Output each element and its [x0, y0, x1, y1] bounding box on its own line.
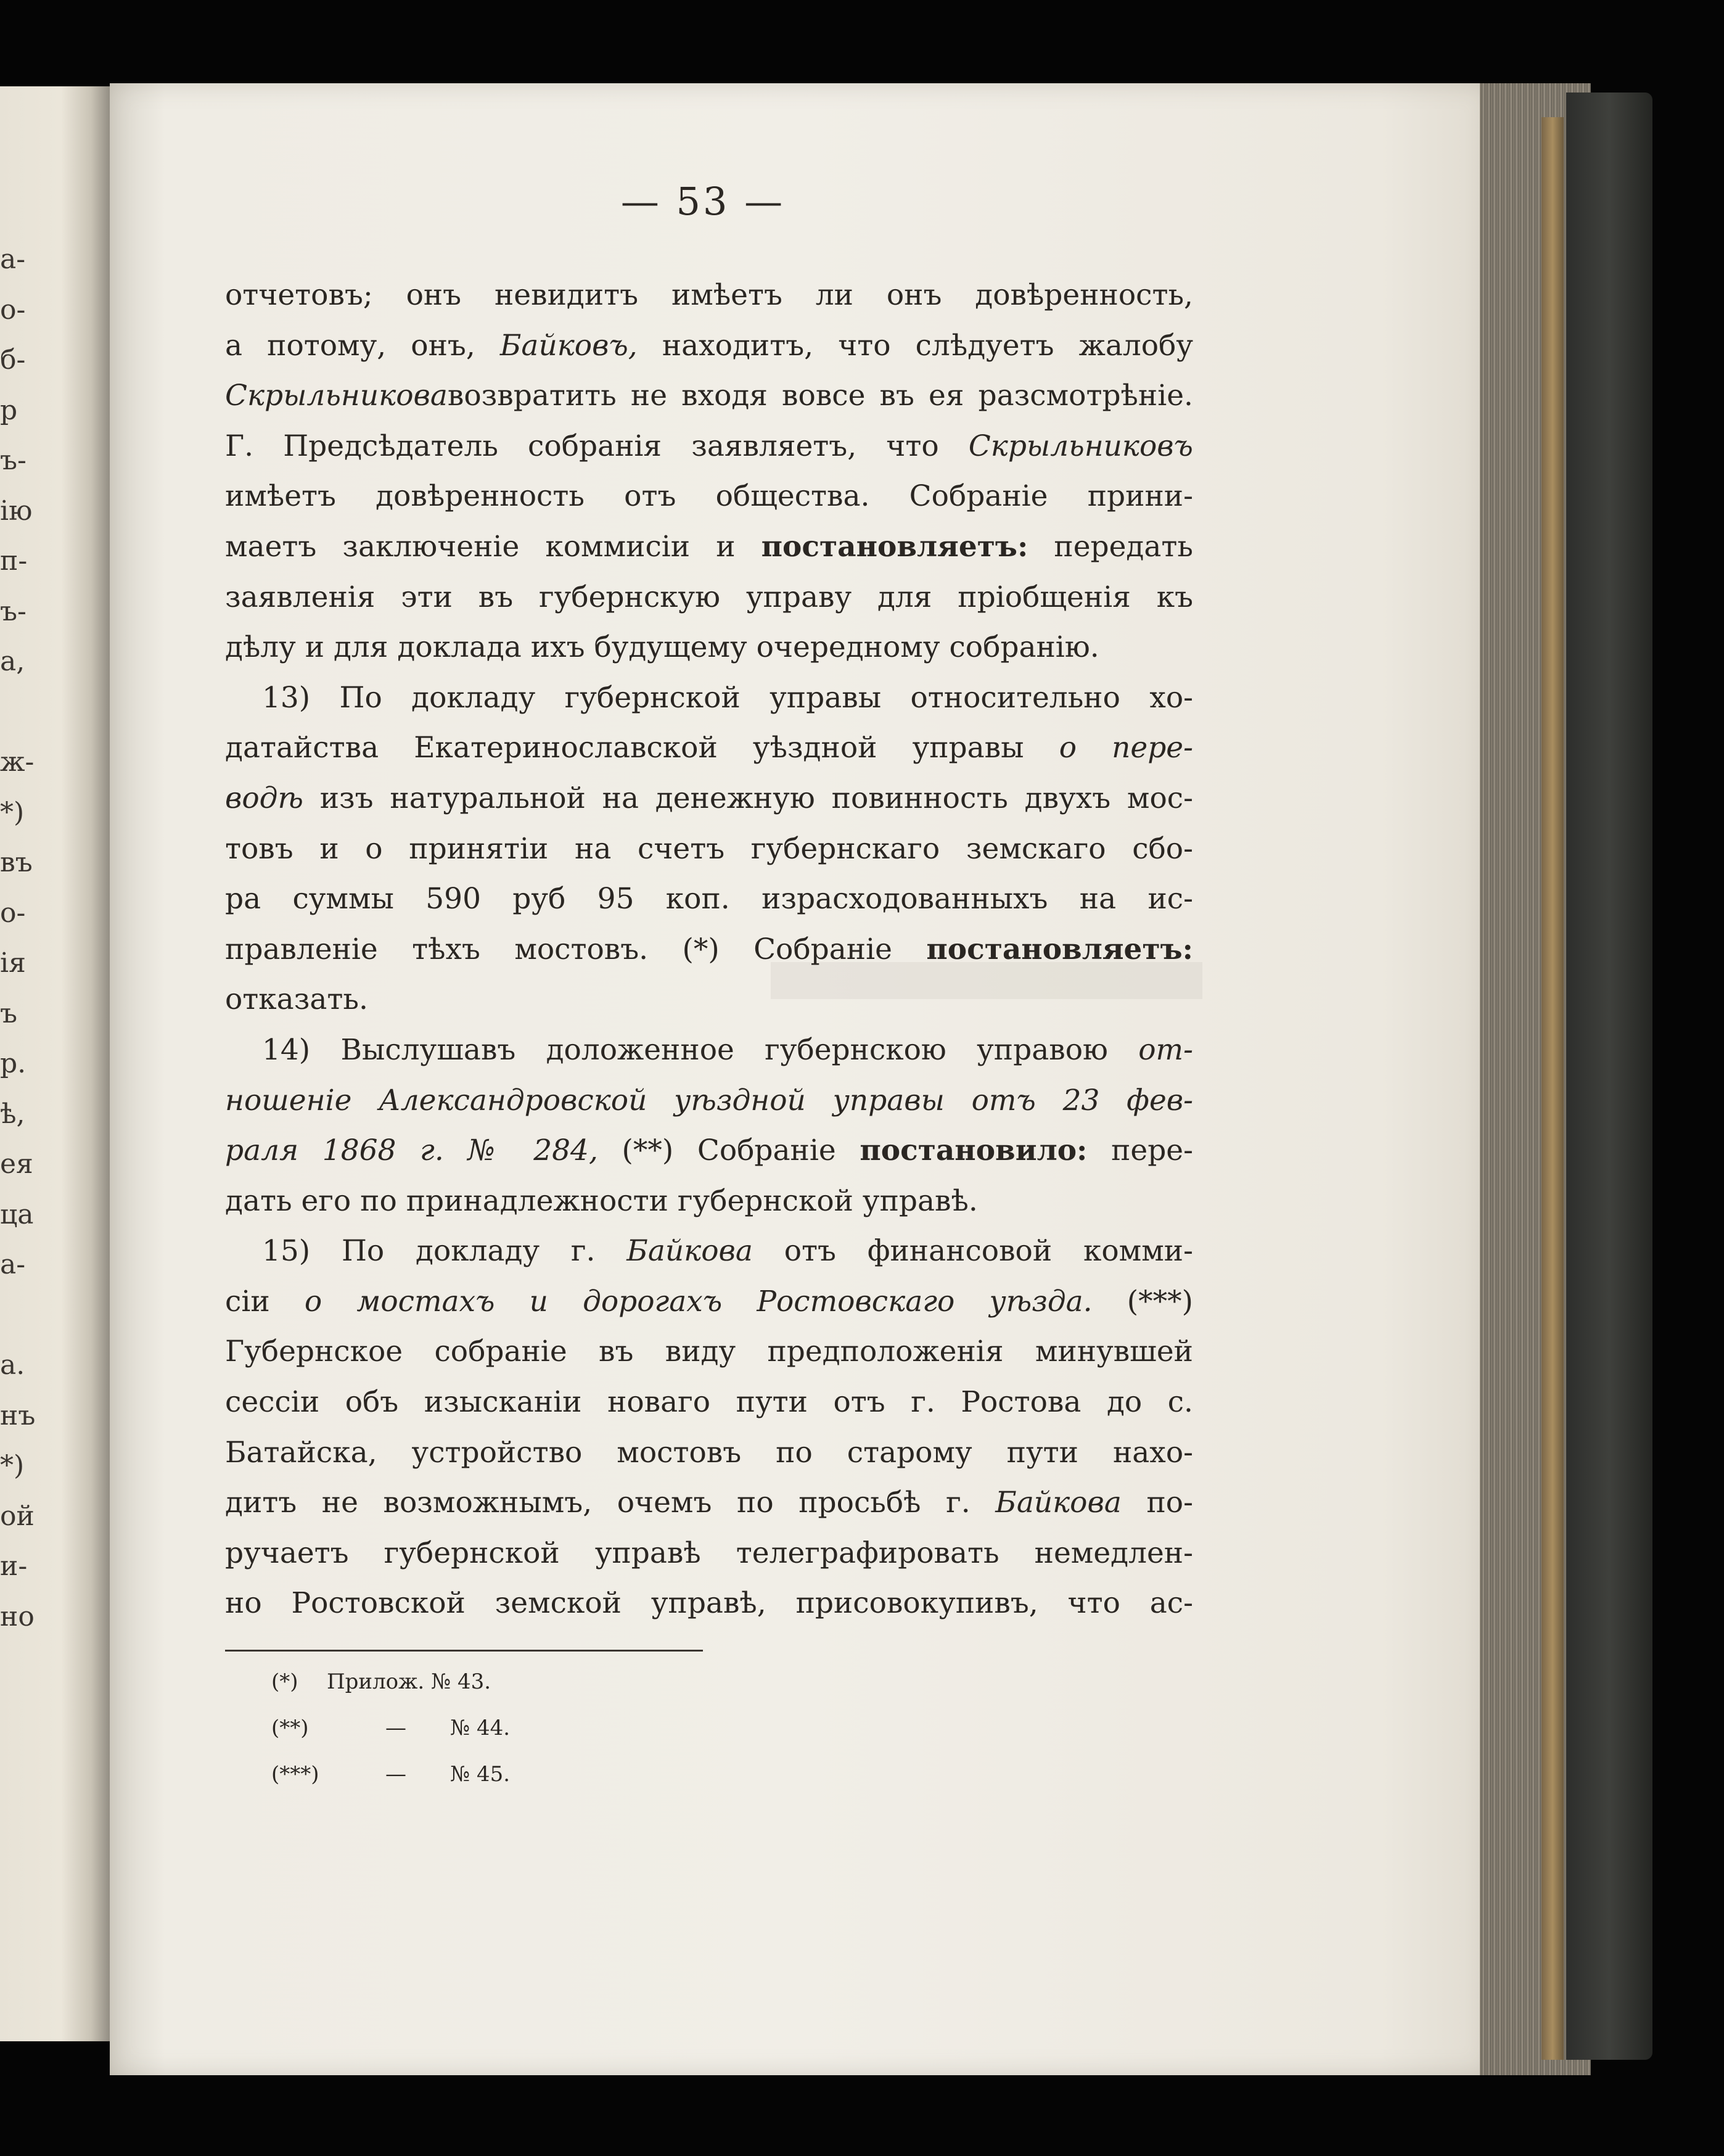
- text-line: [225, 270, 1193, 321]
- text-span: 13) По докладу губернской управы относительно хо-: [262, 680, 1193, 715]
- text-span: отчетовъ; онъ невидитъ имѣетъ ли онъ довѣренность,: [225, 278, 1193, 312]
- text-span: по-: [1146, 1486, 1193, 1520]
- text-span: передать: [1054, 529, 1193, 564]
- text-line: [225, 1528, 1193, 1579]
- text-line: [225, 1125, 1193, 1176]
- footnote-mark: (*): [271, 1669, 298, 1694]
- text-line: [225, 824, 1193, 874]
- footnote-dash: —: [385, 1762, 406, 1787]
- bold-resolution: постановляетъ:: [926, 932, 1193, 966]
- text-line: [225, 572, 1193, 623]
- footnote-mark: (***): [271, 1762, 319, 1787]
- text-span: изъ натуральной на денежную повинность двухъ мос-: [319, 781, 1193, 815]
- text-span: правленіе тѣхъ мостовъ. (*) Собраніе: [225, 932, 892, 966]
- text-line: [225, 1176, 1193, 1227]
- left-facing-page: [0, 86, 111, 2041]
- text-span: Губернское собраніе въ виду предположенія минувшей: [225, 1335, 1193, 1369]
- text-line: [225, 974, 1193, 1025]
- footnote-rule: [225, 1650, 703, 1652]
- text-span: имѣетъ довѣренность отъ общества. Собраніе прини-: [225, 479, 1193, 514]
- left-page-fragment: ца: [0, 1198, 34, 1230]
- left-page-fragment: б-: [0, 344, 26, 376]
- text-span: отказать.: [225, 982, 368, 1017]
- text-span: дать его по принадлежности губернской управѣ.: [225, 1183, 978, 1218]
- left-page-fragment: ъ-: [0, 445, 27, 476]
- text-line: [225, 1277, 1193, 1327]
- left-page-fragment: ія: [0, 947, 26, 979]
- left-page-fragment: а-: [0, 244, 26, 275]
- text-span: дѣлу и для доклада ихъ будущему очередному собранію.: [225, 630, 1099, 665]
- text-span: а потому, онъ,: [225, 328, 475, 363]
- left-page-fragment: п-: [0, 545, 28, 577]
- text-line: [225, 773, 1193, 824]
- footnote-mark: (**): [271, 1716, 309, 1740]
- text-span: 14) Выслушавъ доложенное губернскою управою: [262, 1032, 1108, 1067]
- page-number: — 53 —: [620, 179, 786, 224]
- text-span: пере-: [1111, 1134, 1193, 1168]
- text-span: заявленія эти въ губернскую управу для пріобщенія къ: [225, 580, 1193, 614]
- left-page-fragment: р.: [0, 1048, 27, 1079]
- italic-phrase: о мостахъ и дорогахъ Ростовскаго уѣзда.: [304, 1284, 1093, 1319]
- left-page-fragment: о-: [0, 294, 26, 326]
- left-page-fragment: о-: [0, 897, 26, 929]
- text-line: [225, 723, 1193, 773]
- italic-phrase: водѣ: [225, 781, 303, 815]
- italic-name: Скрыльникова: [225, 379, 448, 413]
- left-page-fragment: въ: [0, 847, 33, 878]
- footnote: [271, 1705, 765, 1751]
- text-span: дитъ не возможнымъ, очемъ по просьбѣ г.: [225, 1486, 971, 1520]
- bold-resolution: постановило:: [860, 1134, 1088, 1168]
- text-span: (***): [1127, 1284, 1193, 1319]
- text-span: ра суммы 590 руб 95 коп. израсходованныхъ на ис-: [225, 882, 1193, 916]
- footnote-ref: № 44.: [450, 1716, 511, 1740]
- text-line: [225, 1578, 1193, 1629]
- text-span: Батайска, устройство мостовъ по старому пути нахо-: [225, 1435, 1193, 1470]
- text-span: товъ и о принятіи на счетъ губернскаго земскаго сбо-: [225, 831, 1193, 866]
- left-page-fragment: а-: [0, 1249, 26, 1280]
- bold-resolution: постановляетъ:: [761, 529, 1028, 564]
- footnote: [271, 1659, 765, 1705]
- text-line: [225, 1076, 1193, 1126]
- text-line: [225, 924, 1193, 975]
- left-page-fragment: *): [0, 796, 25, 828]
- footnote: [271, 1751, 765, 1798]
- text-line: [225, 421, 1193, 472]
- text-line: [225, 874, 1193, 924]
- text-span: отъ финансовой комми-: [784, 1234, 1193, 1269]
- text-span: 15) По докладу г.: [262, 1234, 596, 1269]
- book-cover: [1566, 93, 1652, 2060]
- text-line: [225, 321, 1193, 371]
- text-line: [225, 1226, 1193, 1277]
- left-page-fragment: и-: [0, 1550, 28, 1582]
- text-line: [225, 673, 1193, 723]
- text-span: но Ростовской земской управѣ, присовокупивъ, что ас-: [225, 1586, 1193, 1621]
- text-line: [225, 1025, 1193, 1076]
- left-page-fragment: нъ: [0, 1399, 36, 1431]
- italic-phrase: о пере-: [1059, 731, 1193, 765]
- text-span: сіи: [225, 1284, 270, 1319]
- left-page-fragment: но: [0, 1600, 35, 1632]
- text-line: [225, 1478, 1193, 1528]
- text-span: Г. Предсѣдатель собранія заявляетъ, что: [225, 429, 939, 463]
- text-line: [225, 371, 1193, 421]
- text-span: датайства Екатеринославской уѣздной управы: [225, 731, 1024, 765]
- left-page-fragment: р: [0, 394, 18, 426]
- footnotes: [271, 1659, 765, 1798]
- italic-name: Байковъ,: [499, 328, 638, 363]
- text-span: возвратить не входя вовсе въ ея разсмотрѣніе.: [447, 379, 1193, 413]
- text-span: маетъ заключеніе коммисіи и: [225, 529, 736, 564]
- left-page-fragment: ой: [0, 1500, 35, 1532]
- left-page-fragment: *): [0, 1450, 25, 1481]
- text-line: [225, 471, 1193, 522]
- left-page-fragment: ъ: [0, 997, 17, 1029]
- page-edges-gilt: [1541, 117, 1564, 2060]
- text-line: [225, 522, 1193, 572]
- footnote-ref: Прилож. № 43.: [327, 1669, 491, 1694]
- text-span: сессіи объ изысканіи новаго пути отъ г. Ростова до с.: [225, 1385, 1193, 1420]
- left-page-fragment: ъ-: [0, 595, 27, 627]
- text-span: находитъ, что слѣдуетъ жалобу: [662, 328, 1193, 363]
- left-page-fragment: а,: [0, 646, 25, 677]
- text-span: ручаетъ губернской управѣ телеграфировать немедлен-: [225, 1536, 1193, 1570]
- left-page-fragment: ж-: [0, 746, 35, 778]
- text-line: [225, 1428, 1193, 1478]
- text-line: [225, 1327, 1193, 1377]
- italic-phrase: раля 1868 г. № 284,: [225, 1134, 598, 1168]
- italic-name: Байкова: [995, 1486, 1122, 1520]
- text-span: (**) Собраніе: [622, 1134, 836, 1168]
- text-line: [225, 1377, 1193, 1428]
- left-page-fragment: ѣ,: [0, 1098, 25, 1130]
- left-page-fragment: iю: [0, 495, 33, 527]
- italic-phrase: от-: [1138, 1032, 1193, 1067]
- footnote-dash: —: [385, 1716, 406, 1740]
- text-line: [225, 622, 1193, 673]
- italic-name: Байкова: [626, 1234, 753, 1269]
- italic-phrase: ношеніе Александровской уѣздной управы отъ 23 фев-: [225, 1083, 1193, 1117]
- left-page-fragment: а.: [0, 1349, 25, 1381]
- footnote-ref: № 45.: [450, 1762, 511, 1787]
- left-page-fragment: ея: [0, 1148, 33, 1180]
- italic-name: Скрыльниковъ: [968, 429, 1193, 463]
- body-text: [225, 270, 1193, 1629]
